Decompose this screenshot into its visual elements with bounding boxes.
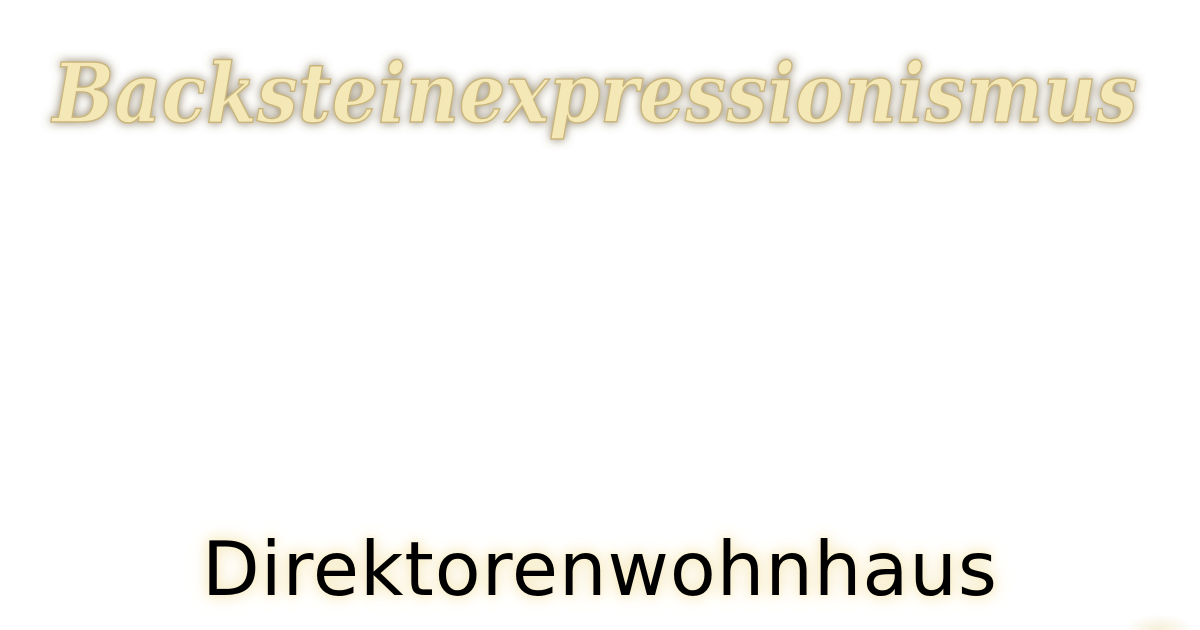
caption-title: Direktorenwohnhaus — [202, 525, 998, 613]
logo — [40, 40, 1150, 150]
corner-glow — [1124, 614, 1194, 630]
logo-text: Backsteinexpressionismus — [50, 46, 1138, 142]
